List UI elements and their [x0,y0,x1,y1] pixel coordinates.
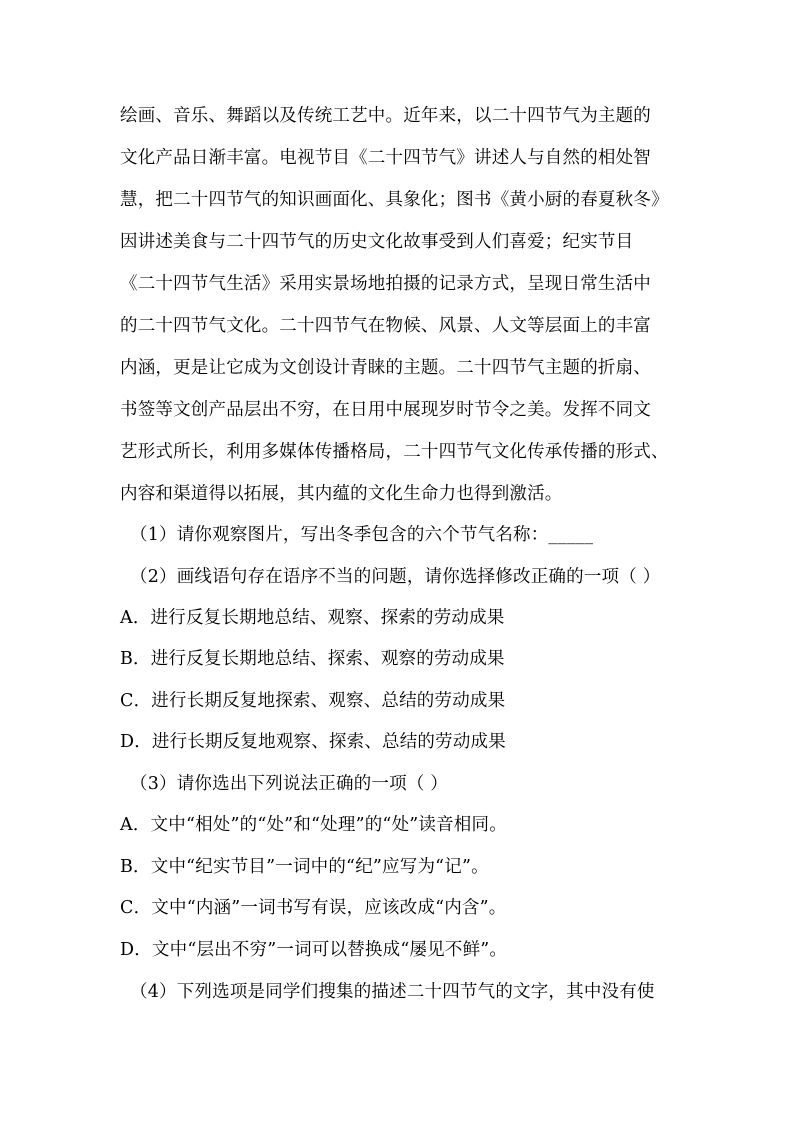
passage-line-9: 艺形式所长，利用多媒体传播格局，二十四节气文化传承传播的形式、 [120,442,669,462]
passage-line-10: 内容和渠道得以拓展，其内蕴的文化生命力也得到激活。 [120,484,563,504]
question-2-option-c: C．进行长期反复地探索、观察、总结的劳动成果 [120,691,506,711]
passage-line-2: 文化产品日渐丰富。电视节目《二十四节气》讲述人与自然的相处智 [120,148,651,168]
passage-line-7: 内涵，更是让它成为文创设计青睐的主题。二十四节气主题的折扇、 [120,358,651,378]
question-3-option-c: C．文中“内涵”一词书写有误，应该改成“内含”。 [120,898,507,918]
question-2-option-d: D．进行长期反复地观察、探索、总结的劳动成果 [120,732,506,752]
passage-line-3: 慧，把二十四节气的知识画面化、具象化；图书《黄小厨的春夏秋冬》 [120,190,669,210]
question-3-option-a: A．文中“相处”的“处”和“处理”的“处”读音相同。 [120,815,507,835]
question-3-option-d: D．文中“层出不穷”一词可以替换成“屡见不鲜”。 [120,940,508,960]
question-1: （1）请你观察图片，写出冬季包含的六个节气名称：_____ [130,525,594,545]
question-3-stem: （3）请你选出下列说法正确的一项（ ） [130,774,448,794]
question-2-stem: （2）画线语句存在语序不当的问题，请你选择修改正确的一项（ ） [130,567,661,587]
question-2-option-b: B．进行反复长期地总结、探索、观察的劳动成果 [120,649,505,669]
passage-line-4: 因讲述美食与二十四节气的历史文化故事受到人们喜爱；纪实节目 [120,232,634,252]
passage-line-5: 《二十四节气生活》采用实景场地拍摄的记录方式，呈现日常生活中 [120,274,651,294]
passage-line-1: 绘画、音乐、舞蹈以及传统工艺中。近年来，以二十四节气为主题的 [120,106,651,126]
passage-line-6: 的二十四节气文化。二十四节气在物候、风景、人文等层面上的丰富 [120,316,651,336]
question-3-option-b: B．文中“纪实节目”一词中的“纪”应写为“记”。 [120,857,489,877]
question-4-stem: （4）下列选项是同学们搜集的描述二十四节气的文字，其中没有使 [130,982,655,1002]
question-2-option-a: A．进行反复长期地总结、观察、探索的劳动成果 [120,608,505,628]
passage-line-8: 书签等文创产品层出不穷，在日用中展现岁时节令之美。发挥不同文 [120,400,651,420]
